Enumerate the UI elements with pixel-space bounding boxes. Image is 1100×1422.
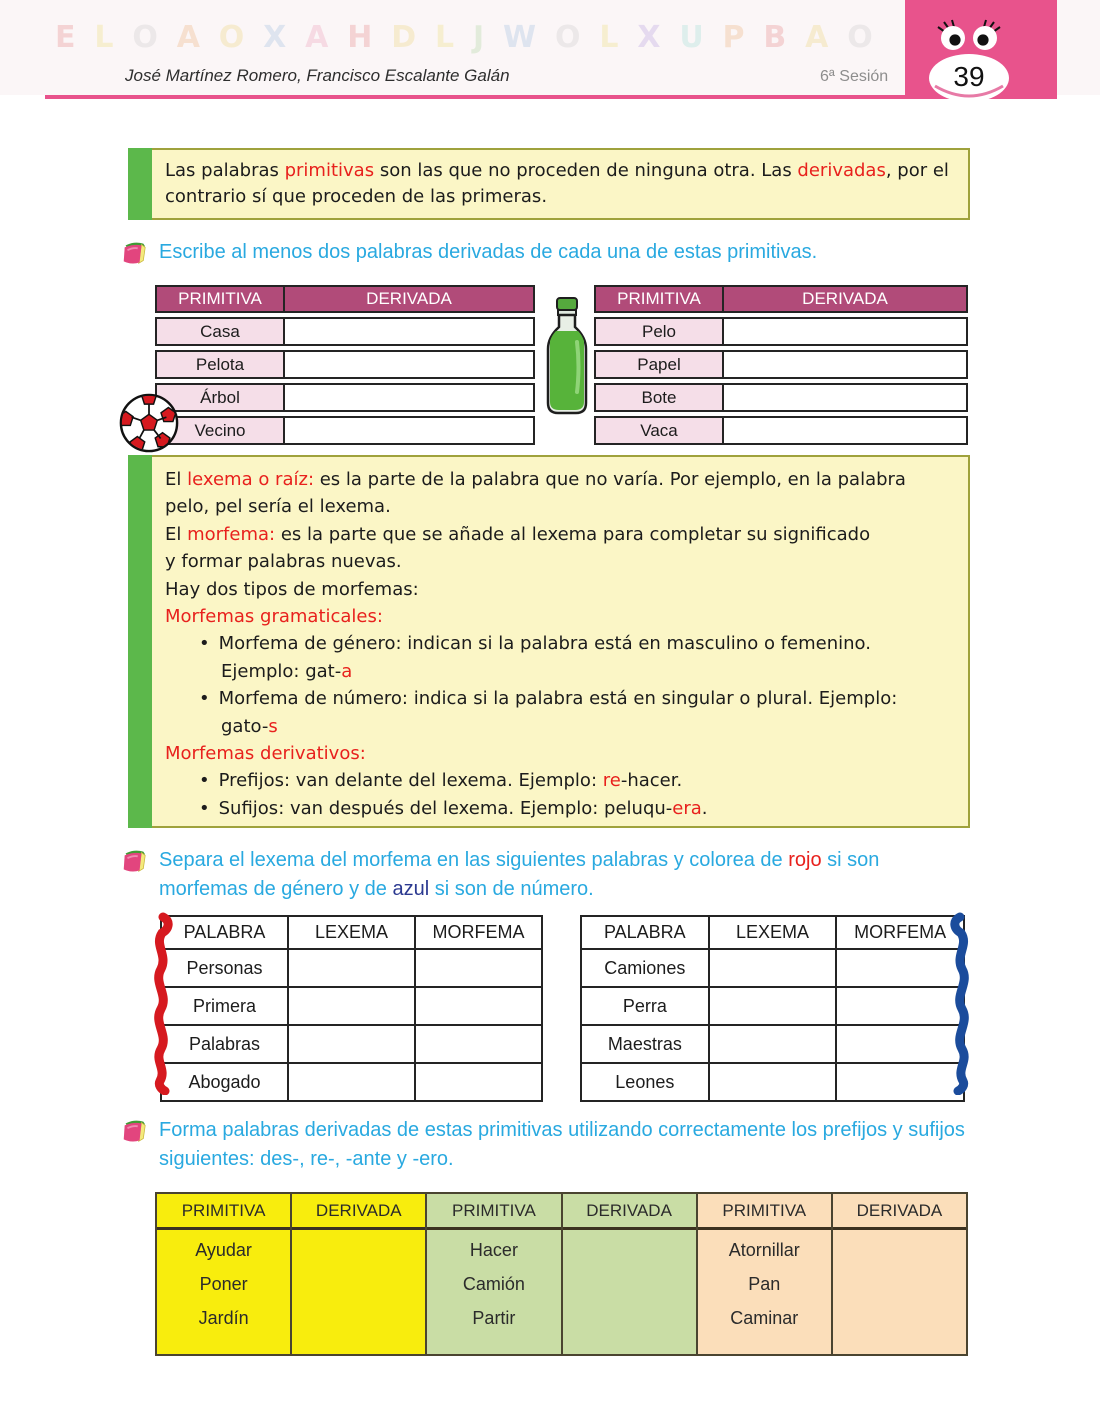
derivada-header-cell: DERIVADA bbox=[366, 289, 452, 308]
info-line bbox=[199, 685, 956, 712]
column-header-cell: PRIMITIVA bbox=[157, 1194, 290, 1230]
table-row bbox=[155, 350, 535, 379]
table-row bbox=[161, 949, 542, 987]
page-number-box bbox=[905, 0, 1057, 97]
text-segment: Forma palabras derivadas de estas primitivas utilizando correctamente los prefijos y sufijos siguientes: des-, re-, -ante y -ero. bbox=[159, 1119, 965, 1170]
column-header-cell: LEXEMA bbox=[288, 916, 415, 949]
exercise3-prompt-text bbox=[159, 1116, 971, 1174]
word-cell: Pelota bbox=[157, 352, 285, 377]
decorative-letter: W bbox=[503, 20, 537, 55]
book-icon bbox=[120, 239, 148, 267]
word-item: Poner bbox=[199, 1274, 248, 1294]
red-crayon-mark bbox=[149, 911, 173, 1095]
column-header-cell: MORFEMA bbox=[415, 916, 542, 949]
palabra-lexema-morfema-table-right bbox=[580, 915, 965, 1102]
text-segment: si son de número. bbox=[429, 878, 594, 900]
answer-cell[interactable] bbox=[288, 949, 415, 987]
page-number: 39 bbox=[953, 61, 985, 92]
decorative-letter: X bbox=[637, 20, 661, 55]
info-line bbox=[165, 603, 956, 630]
decorative-letter: A bbox=[805, 20, 829, 55]
word-item: Camión bbox=[462, 1274, 525, 1294]
text-segment: El bbox=[165, 523, 188, 545]
derivada-column bbox=[290, 1194, 425, 1354]
answer-cell[interactable] bbox=[415, 1025, 542, 1063]
word-cell: Abogado bbox=[161, 1063, 288, 1101]
answer-cell[interactable] bbox=[285, 319, 533, 344]
answer-cell[interactable] bbox=[563, 1230, 696, 1354]
answer-cell[interactable] bbox=[709, 1063, 837, 1101]
table-row bbox=[581, 987, 964, 1025]
decorative-letter: H bbox=[347, 20, 373, 55]
word-list-cell bbox=[157, 1230, 290, 1354]
column-header-cell: PALABRA bbox=[581, 916, 709, 949]
text-segment: Escribe al menos dos palabras derivadas de cada una de estas primitivas. bbox=[159, 241, 818, 263]
text-segment: Hay dos tipos de morfemas: bbox=[165, 578, 419, 600]
text-segment: si son morfemas de género y de bbox=[159, 849, 880, 900]
answer-cell[interactable] bbox=[836, 949, 964, 987]
word-item: Hacer bbox=[469, 1240, 518, 1260]
definition-text bbox=[152, 148, 970, 220]
column-header-cell: PRIMITIVA bbox=[427, 1194, 560, 1230]
answer-cell[interactable] bbox=[724, 352, 966, 377]
text-segment: re bbox=[602, 770, 621, 792]
decorative-letter: B bbox=[763, 20, 787, 55]
lexema-morfema-table bbox=[580, 915, 965, 1102]
primitiva-derivada-table-left bbox=[155, 285, 535, 445]
bullet: • bbox=[199, 770, 210, 792]
lexema-morfema-text bbox=[152, 455, 970, 828]
text-segment: Las palabras bbox=[165, 160, 285, 181]
book-icon bbox=[120, 847, 148, 875]
answer-cell[interactable] bbox=[415, 949, 542, 987]
word-item: Jardín bbox=[198, 1308, 249, 1328]
answer-cell[interactable] bbox=[292, 1230, 425, 1354]
answer-cell[interactable] bbox=[836, 1025, 964, 1063]
exercise1-prompt-text bbox=[159, 238, 971, 267]
info-line bbox=[199, 630, 956, 657]
table-row bbox=[594, 350, 968, 379]
table-header-row bbox=[161, 916, 542, 949]
table-header-row bbox=[581, 916, 964, 949]
table-row bbox=[594, 416, 968, 445]
info-line bbox=[165, 576, 956, 603]
decorative-letter: A bbox=[305, 20, 329, 55]
word-cell: Árbol bbox=[157, 385, 285, 410]
table-row bbox=[594, 383, 968, 412]
text-segment: , por el contrario sí que proceden de las primeras. bbox=[165, 160, 949, 207]
answer-cell[interactable] bbox=[709, 987, 837, 1025]
column-header-cell: DERIVADA bbox=[833, 1194, 966, 1230]
definition-box-primitivas bbox=[128, 148, 970, 220]
info-line bbox=[199, 767, 956, 794]
exercise1-prompt bbox=[120, 238, 971, 267]
table-row bbox=[155, 416, 535, 445]
exercise2-prompt bbox=[120, 846, 971, 904]
session-label: 6ª Sesión bbox=[820, 68, 889, 85]
info-line bbox=[221, 713, 956, 740]
primitiva-column bbox=[425, 1194, 560, 1354]
decorative-letter: U bbox=[679, 20, 704, 55]
green-accent-bar bbox=[128, 455, 152, 828]
exercise3-prompt bbox=[120, 1116, 971, 1174]
info-line bbox=[165, 740, 956, 767]
text-segment: Morfema de número: indica si la palabra está en singular o plural. Ejemplo: bbox=[218, 688, 898, 710]
primitiva-column bbox=[157, 1194, 290, 1354]
column-header-cell: PRIMITIVA bbox=[698, 1194, 831, 1230]
primitiva-header-cell: PRIMITIVA bbox=[157, 287, 285, 311]
column-header-cell: PALABRA bbox=[161, 916, 288, 949]
table-header-row bbox=[155, 285, 535, 313]
frog-icon bbox=[923, 24, 1019, 106]
bullet: • bbox=[199, 688, 210, 710]
column-header-cell: DERIVADA bbox=[563, 1194, 696, 1230]
decorative-letter: J bbox=[472, 20, 485, 55]
table-row bbox=[161, 1025, 542, 1063]
prefijos-sufijos-table bbox=[155, 1192, 968, 1356]
text-segment: -hacer. bbox=[620, 770, 683, 792]
decorative-letter: L bbox=[599, 20, 619, 55]
text-segment: azul bbox=[392, 878, 430, 900]
text-segment: . bbox=[701, 797, 708, 819]
info-line bbox=[165, 548, 956, 575]
derivada-header-cell: DERIVADA bbox=[802, 289, 888, 308]
text-segment: Prefijos: van delante del lexema. Ejemplo: bbox=[218, 770, 603, 792]
word-cell: Perra bbox=[581, 987, 709, 1025]
text-segment: Separa el lexema del morfema en las siguientes palabras y colorea de bbox=[159, 849, 789, 871]
word-cell: Pelo bbox=[596, 319, 724, 344]
primitiva-header-cell: PRIMITIVA bbox=[596, 287, 724, 311]
word-cell: Primera bbox=[161, 987, 288, 1025]
text-segment: Sufijos: van después del lexema. Ejemplo: peluqu- bbox=[218, 797, 673, 819]
book-icon bbox=[120, 1117, 148, 1145]
table-header-row bbox=[594, 285, 968, 313]
decorative-letter: L bbox=[434, 20, 455, 55]
bullet: • bbox=[199, 633, 210, 655]
table-row bbox=[581, 1025, 964, 1063]
blue-crayon-mark bbox=[950, 911, 974, 1095]
green-accent-bar bbox=[128, 148, 152, 220]
decorative-letter: X bbox=[263, 20, 287, 55]
info-line bbox=[221, 658, 956, 685]
info-line bbox=[165, 521, 956, 548]
word-item: Ayudar bbox=[195, 1240, 252, 1260]
decorative-letter: L bbox=[94, 20, 114, 55]
answer-cell[interactable] bbox=[415, 1063, 542, 1101]
authors-text: José Martínez Romero, Francisco Escalante Galán bbox=[125, 66, 510, 85]
text-segment: El bbox=[165, 469, 188, 490]
primitiva-derivada-table-right bbox=[594, 285, 968, 445]
lexema-morfema-table bbox=[160, 915, 543, 1102]
decorative-letter: D bbox=[391, 20, 417, 55]
text-segment: gato- bbox=[221, 715, 269, 737]
word-item: Pan bbox=[748, 1274, 781, 1294]
word-list-cell bbox=[427, 1230, 560, 1354]
column-header-cell: DERIVADA bbox=[292, 1194, 425, 1230]
text-segment: Morfemas gramaticales: bbox=[165, 606, 383, 628]
bullet: • bbox=[199, 797, 210, 819]
info-line bbox=[165, 466, 956, 493]
word-cell: Casa bbox=[157, 319, 285, 344]
decorative-letter: O bbox=[132, 20, 158, 55]
text-segment: Ejemplo: gat- bbox=[221, 660, 342, 682]
text-segment: y formar palabras nuevas. bbox=[165, 551, 402, 573]
info-line bbox=[199, 795, 956, 822]
decorative-letter: O bbox=[847, 20, 873, 55]
answer-cell[interactable] bbox=[285, 385, 533, 410]
text-segment: es la parte que se añade al lexema para completar su significado bbox=[275, 523, 871, 545]
answer-cell[interactable] bbox=[415, 987, 542, 1025]
green-bottle-icon bbox=[544, 297, 590, 417]
text-segment: a bbox=[341, 660, 353, 682]
word-list-cell bbox=[698, 1230, 831, 1354]
text-segment: s bbox=[268, 715, 278, 737]
table-row bbox=[581, 1063, 964, 1101]
text-segment: lexema o raíz: bbox=[187, 469, 315, 490]
word-cell: Palabras bbox=[161, 1025, 288, 1063]
word-cell: Vecino bbox=[157, 418, 285, 443]
primitiva-column bbox=[696, 1194, 831, 1354]
word-cell: Leones bbox=[581, 1063, 709, 1101]
text-segment: son las que no proceden de ninguna otra. Las bbox=[374, 160, 798, 181]
text-segment: morfema: bbox=[187, 523, 276, 545]
answer-cell[interactable] bbox=[724, 418, 966, 443]
word-cell: Personas bbox=[161, 949, 288, 987]
answer-cell[interactable] bbox=[288, 987, 415, 1025]
text-segment: derivadas bbox=[797, 160, 886, 181]
text-segment: es la parte de la palabra que no varía. Por ejemplo, en la palabra bbox=[314, 469, 906, 490]
column-header-cell: MORFEMA bbox=[836, 916, 964, 949]
definition-box-lexema-morfema bbox=[128, 455, 970, 828]
answer-cell[interactable] bbox=[285, 352, 533, 377]
table-row bbox=[155, 317, 535, 346]
derivada-column bbox=[561, 1194, 696, 1354]
palabra-lexema-morfema-table-left bbox=[160, 915, 543, 1102]
text-segment: Morfemas derivativos: bbox=[165, 743, 366, 765]
answer-cell[interactable] bbox=[836, 987, 964, 1025]
word-cell: Bote bbox=[596, 385, 724, 410]
derivada-column bbox=[831, 1194, 966, 1354]
info-line bbox=[165, 493, 956, 520]
decorative-letter: A bbox=[176, 20, 200, 55]
text-segment: rojo bbox=[788, 849, 822, 871]
answer-cell[interactable] bbox=[833, 1230, 966, 1354]
decorative-letter: E bbox=[55, 20, 76, 55]
word-cell: Papel bbox=[596, 352, 724, 377]
table-row bbox=[161, 1063, 542, 1101]
word-cell: Vaca bbox=[596, 418, 724, 443]
table-row bbox=[155, 383, 535, 412]
word-cell: Camiones bbox=[581, 949, 709, 987]
answer-cell[interactable] bbox=[724, 385, 966, 410]
text-segment: primitivas bbox=[284, 160, 375, 181]
text-segment: era bbox=[672, 797, 702, 819]
answer-cell[interactable] bbox=[709, 949, 837, 987]
answer-cell[interactable] bbox=[836, 1063, 964, 1101]
word-item: Atornillar bbox=[728, 1240, 800, 1260]
table-row bbox=[161, 987, 542, 1025]
column-header-cell: LEXEMA bbox=[709, 916, 837, 949]
exercise2-prompt-text bbox=[159, 846, 971, 904]
answer-cell[interactable] bbox=[288, 1025, 415, 1063]
decorative-letter: O bbox=[218, 20, 245, 55]
answer-cell[interactable] bbox=[709, 1025, 837, 1063]
word-cell: Maestras bbox=[581, 1025, 709, 1063]
table-row bbox=[581, 949, 964, 987]
word-item: Caminar bbox=[730, 1308, 799, 1328]
soccer-ball-icon bbox=[118, 392, 180, 454]
answer-cell[interactable] bbox=[724, 319, 966, 344]
decorative-letter: O bbox=[554, 20, 581, 55]
text-segment: pelo, pel sería el lexema. bbox=[165, 496, 391, 518]
answer-cell[interactable] bbox=[285, 418, 533, 443]
word-item: Partir bbox=[472, 1308, 516, 1328]
decorative-letter: P bbox=[722, 20, 745, 55]
answer-cell[interactable] bbox=[288, 1063, 415, 1101]
text-segment: Morfema de género: indican si la palabra está en masculino o femenino. bbox=[218, 633, 871, 655]
decorative-letters bbox=[55, 20, 873, 55]
table-row bbox=[594, 317, 968, 346]
